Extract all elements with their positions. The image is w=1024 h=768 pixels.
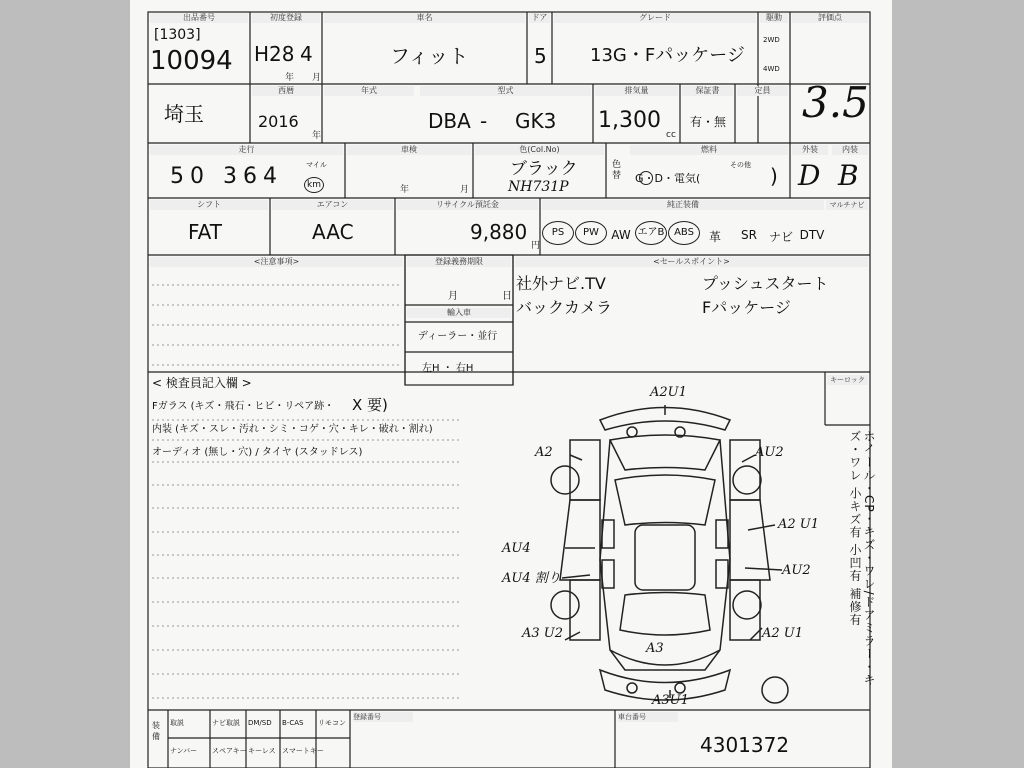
mark-left-door-rear: AU4 割り <box>502 571 561 586</box>
reg-day: 日 <box>502 291 512 302</box>
western-label: 西暦 <box>252 86 320 96</box>
import-handle: 左H ・ 右H <box>422 363 474 374</box>
inspection-month: 月 <box>460 185 470 195</box>
mark-rear-center: A3 <box>646 641 664 656</box>
lot-number: 10094 <box>150 46 233 76</box>
sales-point-4: Fパッケージ <box>702 298 791 317</box>
sales-point-3: バックカメラ <box>516 298 613 317</box>
inspector-line-3: オーディオ (無し・穴) / タイヤ (スタッドレス) <box>152 447 363 458</box>
reg-number-label: 登録番号 <box>353 712 413 722</box>
reg-month: 月 <box>448 291 458 302</box>
footer-equip-top-2: DM/SD <box>248 719 272 727</box>
first-reg-month: 4 <box>300 42 313 66</box>
interior-grade: B <box>838 159 859 192</box>
equip-3: エアB <box>635 221 667 245</box>
frame-label: 車台番号 <box>618 712 678 722</box>
score: 3.5 <box>802 78 869 127</box>
notes-label: <注意事項> <box>150 257 403 267</box>
mark-front-left: A2 <box>535 445 553 460</box>
grade: 13G・Fパッケージ <box>590 45 745 66</box>
equip-2: AW <box>611 228 631 242</box>
equip-0: PS <box>542 221 574 245</box>
interior-label: 内装 <box>832 145 868 155</box>
fuel-value: G・D・電気( <box>635 172 701 185</box>
recycle-label: リサイクル預託金 <box>397 200 538 210</box>
inspector-line-1-mark: X 要) <box>352 396 388 414</box>
color-change-label: 色替 <box>612 160 622 181</box>
footer-equip-top-4: リモコン <box>318 719 346 727</box>
car-damage-diagram <box>130 0 892 768</box>
displacement-label: 排気量 <box>595 86 678 96</box>
exterior-label: 外装 <box>792 145 828 155</box>
capacity-label: 定員 <box>737 86 788 96</box>
yen-unit: 円 <box>531 241 541 251</box>
footer-equip-bottom-3: スマートキー <box>282 747 324 755</box>
sales-point-2: プッシュスタート <box>702 274 829 293</box>
warranty-label: 保証書 <box>682 86 733 96</box>
mark-rear-right: A2 U1 <box>762 626 804 641</box>
equip-7: ナビ <box>768 230 793 244</box>
year-unit-2: 年 <box>312 131 322 141</box>
first-reg-value: H28 <box>254 42 295 66</box>
mark-rear-left: A3 U2 <box>522 626 564 641</box>
footer-equip-top-1: ナビ取説 <box>212 719 240 727</box>
mileage: 50 364 <box>170 164 283 189</box>
drive-2wd: 2WD <box>763 36 780 44</box>
multi-navi-label: マルチナビ <box>826 200 868 210</box>
inspector-line-1: Fガラス (キズ・飛石・ヒビ・リペア跡・ <box>152 401 335 412</box>
sales-point-1: 社外ナビ.TV <box>516 274 606 293</box>
exterior-grade: D <box>798 159 821 192</box>
shift: FAT <box>188 220 223 244</box>
doors-label: ドア <box>529 13 550 23</box>
model-prefix: DBA <box>428 109 471 133</box>
displacement: 1,300 <box>598 108 661 133</box>
western-value: 2016 <box>258 112 299 131</box>
first-reg-label: 初度登録 <box>252 13 320 23</box>
frame-number: 4301372 <box>700 733 790 757</box>
mark-front-right: AU2 <box>755 445 784 460</box>
footer-equip-bottom-1: スペアキー <box>212 747 247 755</box>
wheel-mirror-notes: ホイール・CP・キズ・ワレ/ドアミラー・キズ・ワレ 小キズ有 小凹有 補修有 <box>848 430 876 687</box>
car-name: フィット <box>390 44 469 68</box>
model-code: GK3 <box>515 109 557 133</box>
keylock-label: キーロック <box>827 375 868 385</box>
drive-label: 駆動 <box>760 13 788 23</box>
mile-unit: マイル <box>306 161 327 169</box>
mark-left-door-front: AU4 <box>502 541 531 556</box>
equip-5: 革 <box>708 230 721 244</box>
aircon-label: エアコン <box>272 200 393 210</box>
fuel-label: 燃料 <box>630 145 788 155</box>
color-code: NH731P <box>508 179 569 195</box>
fuel-other: その他 <box>730 161 751 169</box>
equipment-label: 純正装備 <box>542 200 824 210</box>
mark-rear-bumper: A3U1 <box>652 693 689 708</box>
inspector-line-2: 内装 (キズ・スレ・汚れ・シミ・コゲ・穴・キレ・破れ・割れ) <box>152 424 433 435</box>
footer-equip-bottom-0: ナンバー <box>170 747 198 755</box>
warranty-value: 有・無 <box>690 115 727 129</box>
color-value: ブラック <box>510 159 578 179</box>
aircon: AAC <box>312 220 354 244</box>
mileage-label: 走行 <box>150 145 343 155</box>
shift-label: シフト <box>150 200 268 210</box>
inspector-title: < 検査員記入欄 > <box>152 376 252 390</box>
equip-1: PW <box>575 221 607 245</box>
color-label: 色(Col.No) <box>475 145 604 155</box>
import-label: 輸入車 <box>407 308 511 318</box>
footer-equip-label: 装備 <box>152 721 160 741</box>
lot-code: [1303] <box>154 27 201 43</box>
sales-point-label: <セールスポイント> <box>515 257 868 267</box>
inspection-label: 車検 <box>347 145 471 155</box>
auction-sheet <box>130 0 892 768</box>
drive-4wd: 4WD <box>763 65 780 73</box>
footer-equip-top-3: B-CAS <box>282 719 304 727</box>
mark-right-door-front: A2 U1 <box>778 517 820 532</box>
grade-label: グレード <box>554 13 756 23</box>
recycle-value: 9,880 <box>470 220 528 244</box>
mark-front-top: A2U1 <box>650 385 687 400</box>
equip-6: SR <box>741 228 757 242</box>
model-dash: - <box>480 109 488 133</box>
equip-8: DTV <box>799 228 825 242</box>
footer-equip-top-0: 取説 <box>170 719 184 727</box>
doors: 5 <box>534 44 547 68</box>
model-year-label: 年式 <box>324 86 414 96</box>
registration-label: 登録義務期限 <box>407 257 511 267</box>
model-label: 型式 <box>420 86 591 96</box>
footer-equip-bottom-2: キーレス <box>248 747 276 755</box>
km-unit-circled: km <box>304 177 324 193</box>
import-dealer: ディーラー・並行 <box>418 331 498 342</box>
equip-4: ABS <box>668 221 700 245</box>
fuel-close: ) <box>770 164 778 188</box>
region: 埼玉 <box>164 102 204 126</box>
mark-right-door-rear: AU2 <box>782 563 811 578</box>
score-label: 評価点 <box>792 13 868 23</box>
inspection-year: 年 <box>400 185 410 195</box>
cc-unit: cc <box>666 130 676 140</box>
lot-label: 出品番号 <box>150 13 248 23</box>
month-unit: 月 <box>312 73 322 83</box>
car-name-label: 車名 <box>324 13 525 23</box>
year-unit: 年 <box>285 73 295 83</box>
